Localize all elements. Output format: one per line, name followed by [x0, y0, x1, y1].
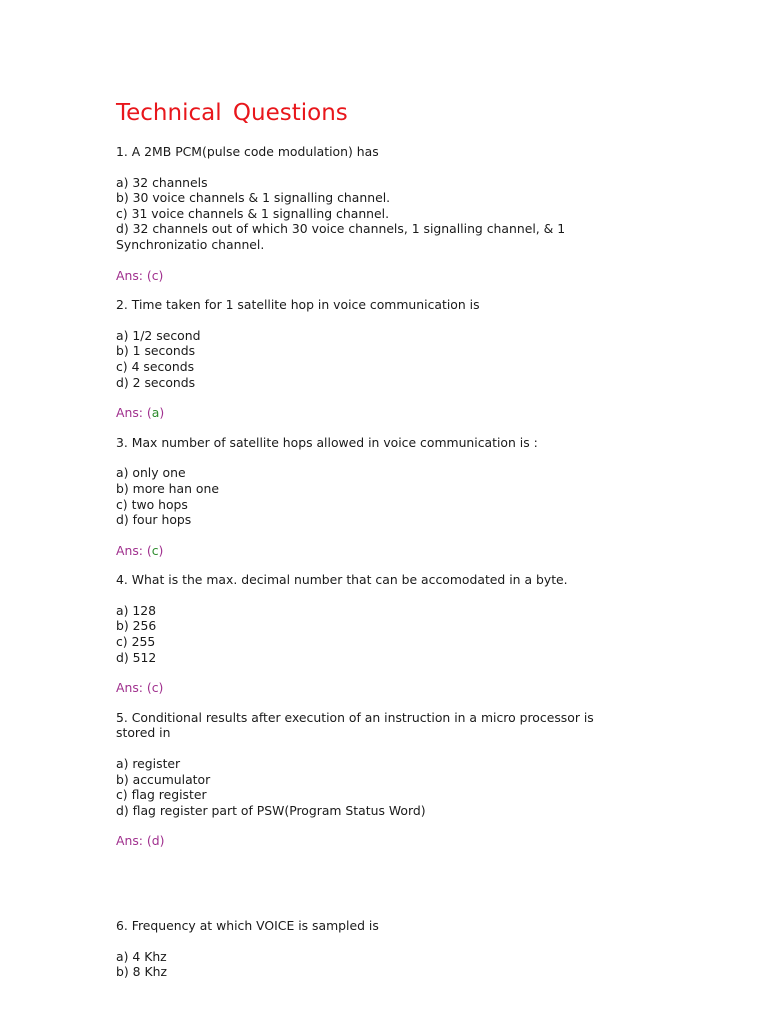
answer [116, 405, 728, 421]
option-a: a) 4 Khz [116, 948, 167, 964]
option-d: d) 32 channels out of which 30 voice channels, 1 signalling channel, & 1 Synchronizatio channel. [116, 221, 566, 252]
options-list [116, 175, 728, 253]
option-d: d) flag register part of PSW(Program Status Word) [116, 802, 426, 818]
option-b: b) 8 Khz [116, 964, 167, 980]
option-d: d) 512 [116, 649, 157, 665]
spacer [116, 863, 728, 918]
answer-suffix: ) [158, 542, 164, 558]
question-text: 3. Max number of satellite hops allowed in voice communication is : [116, 434, 538, 450]
question-text: 5. Conditional results after execution of an instruction in a micro processor is stored in [116, 709, 594, 741]
answer-letter: a [151, 405, 160, 421]
question-5 [116, 710, 728, 849]
options-list [116, 328, 728, 390]
question-2 [116, 297, 728, 421]
option-a: a) 32 channels [116, 174, 208, 190]
option-b: b) 30 voice channels & 1 signalling channel. [116, 190, 391, 206]
option-a: a) register [116, 756, 181, 772]
answer-prefix: Ans: ( [116, 542, 152, 558]
option-a: a) 1/2 second [116, 327, 201, 343]
answer: Ans: (d) [116, 833, 165, 849]
question-text: 6. Frequency at which VOICE is sampled is [116, 918, 379, 933]
answer: Ans: (c) [116, 267, 164, 283]
options-list [116, 949, 728, 980]
option-b: b) more han one [116, 480, 219, 496]
page-title: Technical Questions [116, 100, 348, 126]
option-a: a) only one [116, 465, 186, 481]
option-c: c) flag register [116, 787, 207, 803]
options-list [116, 465, 728, 527]
question-3 [116, 435, 728, 559]
question-text: 4. What is the max. decimal number that can be accomodated in a byte. [116, 572, 568, 588]
option-c: c) two hops [116, 496, 188, 512]
answer-letter: c [151, 542, 159, 558]
option-a: a) 128 [116, 602, 157, 618]
option-d: d) four hops [116, 512, 192, 528]
question-text: 2. Time taken for 1 satellite hop in voice communication is [116, 297, 480, 313]
option-b: b) accumulator [116, 771, 211, 787]
answer: Ans: (c) [116, 680, 164, 696]
answer [116, 543, 728, 559]
question-4 [116, 572, 728, 696]
options-list [116, 603, 728, 665]
option-c: c) 31 voice channels & 1 signalling channel. [116, 205, 390, 221]
question-6 [116, 918, 728, 980]
option-b: b) 256 [116, 618, 157, 634]
option-b: b) 1 seconds [116, 343, 196, 359]
option-d: d) 2 seconds [116, 374, 196, 390]
answer-prefix: Ans: ( [116, 405, 152, 421]
answer-suffix: ) [159, 405, 165, 421]
question-1 [116, 144, 728, 283]
option-c: c) 4 seconds [116, 358, 195, 374]
options-list [116, 756, 728, 818]
option-c: c) 255 [116, 634, 156, 650]
question-text: 1. A 2MB PCM(pulse code modulation) has [116, 144, 379, 159]
